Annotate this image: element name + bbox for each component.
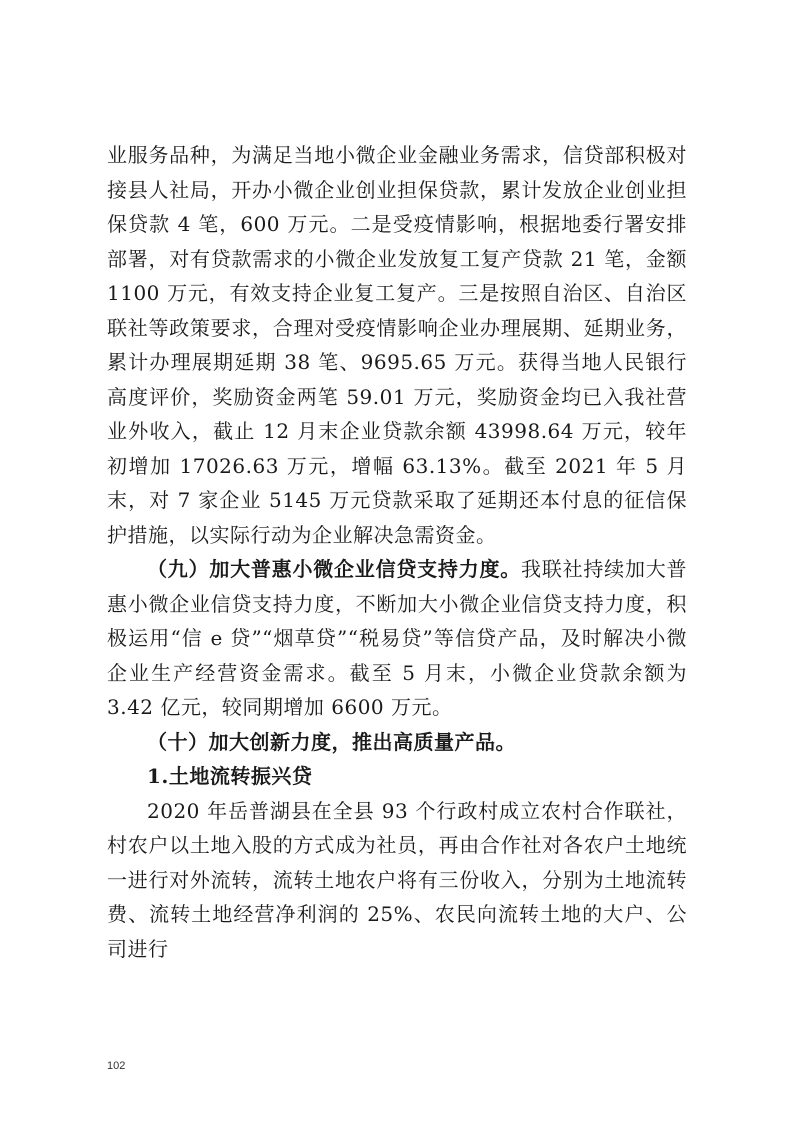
section-heading-nine: （九）加大普惠小微企业信贷支持力度。 — [147, 557, 522, 581]
page-number: 102 — [107, 1060, 126, 1072]
document-body — [107, 138, 687, 966]
paragraph-loan-services: 业服务品种，为满足当地小微企业金融业务需求，信贷部积极对接县人社局，开办小微企业创业担保贷款，累计发放企业创业担保贷款 4 笔，600 万元。二是受疫情影响，根据地委行署安排部署，对有贷款需求的小微企业发放复工复产贷款 21 笔，金额 1100 万元，有效支持企业复工复产。三是按照自治区、自治区联社等政策要求，合理对受疫情影响企业办理展期、延期业务，累计办理展期延期 38 笔、9695.65 万元。获得当地人民银行高度评价，奖励资金两笔 59.01 万元，奖励资金均已入我社营业外收入，截止 12 月末企业贷款余额 43998.64 万元，较年初增加 17026.63 万元，增幅 63.13%。截至 2021 年 5 月末，对 7 家企业 5145 万元贷款采取了延期还本付息的征信保护措施，以实际行动为企业解决急需资金。 — [107, 143, 687, 547]
paragraph-land-transfer: 2020 年岳普湖县在全县 93 个行政村成立农村合作联社，村农户以土地入股的方式成为社员，再由合作社对各农户土地统一进行对外流转，流转土地农户将有三份收入，分别为土地流转费、流转土地经营净利润的 25%、农民向流转土地的大户、公司进行 — [107, 798, 687, 961]
section-heading-ten: （十）加大创新力度，推出高质量产品。 — [147, 729, 516, 754]
section-nine-body: 我联社持续加大普惠小微企业信贷支持力度，不断加大小微企业信贷支持力度，积极运用“信 e 贷”“烟草贷”“税易贷”等信贷产品，及时解决小微企业生产经营资金需求。截至 5 月末，小微企业贷款余额为 3.42 亿元，较同期增加 6600 万元。 — [107, 557, 688, 719]
paragraph-inclusive-credit — [107, 552, 687, 725]
subsection-heading-land-loan: 1.土地流转振兴贷 — [147, 764, 313, 788]
